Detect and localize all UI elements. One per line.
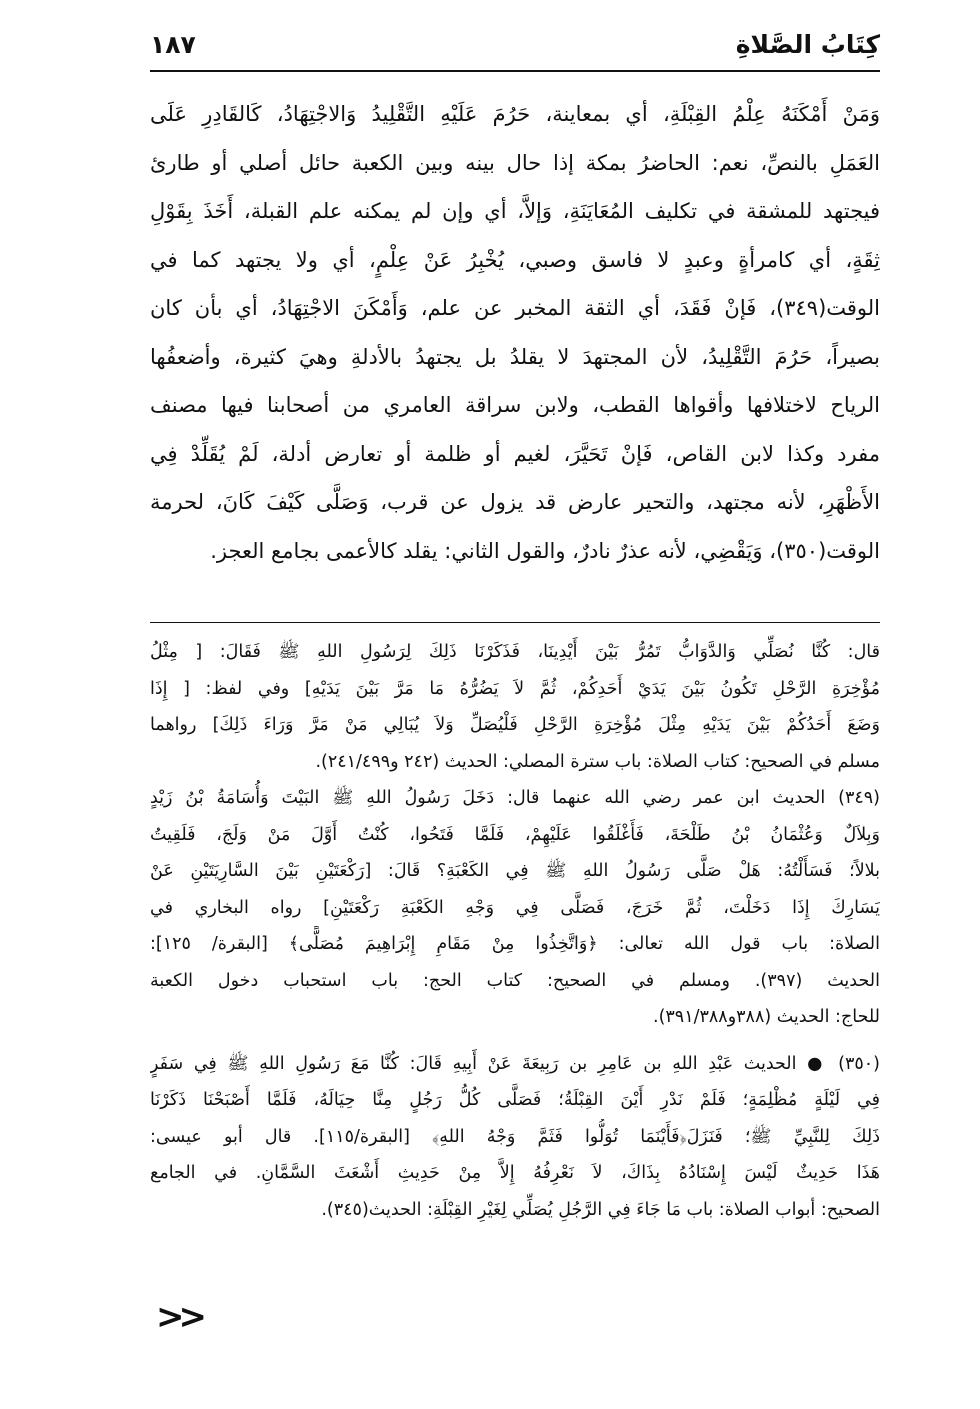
footnote-line: مُؤْخِرَةِ الرَّحْلِ تَكُونُ بَيْنَ يَدَيْ أَحَدِكُمْ، ثُمَّ لاَ يَضُرُّهُ مَا مَرَّ بَيْنَ يَدَيْهِ] وفي لفظ: [ إِذَا (150, 678, 880, 699)
continuation-marker-icon: << (156, 1297, 201, 1337)
main-line: الرياح لاختلافها وأقواها القطب، ولابن سراقة العامري من أصحابنا فيها مصنف (150, 393, 880, 417)
footnote-line: هَذَا حَدِيثٌ لَيْسَ إِسْنَادُهُ بِذَاكَ، لاَ نَعْرِفُهُ إِلاَّ مِنْ حَدِيثِ أَشْعَثَ السَّمَّانِ. في الجامع (150, 1163, 880, 1183)
main-line: الوقت(٣٥٠)، وَيَقْضِي، لأنه عذرٌ نادرٌ، والقول الثاني: يقلد كالأعمى بجامع العجز. (210, 538, 880, 563)
main-line: العَمَلِ بالنصِّ، نعم: الحاضرُ بمكة إذا حال بينه وبين الكعبة حائل أصلي أو طارئ (150, 150, 880, 175)
main-line: وَمَنْ أَمْكَنَهُ عِلْمُ القِبْلَةِ، أي بمعاينة، حَرُمَ عَلَيْهِ التَّقْلِيدُ وَالاجْتِهَادُ، كَالقَادِرِ عَلَى (150, 102, 880, 126)
footnote-line: وَبِلاَلٌ وَعُثْمَانُ بْنُ طَلْحَةَ، فَأَغْلَقُوا عَلَيْهِمْ، فَلَمَّا فَتَحُوا، كُنْتُ أَوَّلَ مَنْ وَلَجَ، فَلَقِيتُ (150, 824, 880, 845)
main-line: مفرد وكذا لابن القاص، فَإنْ تَحَيَّرَ، لغيم أو ظلمة أو تعارض أدلة، لَمْ يُقَلِّدْ فِي (150, 441, 880, 466)
page-header (150, 30, 880, 72)
footnote-divider (150, 622, 880, 623)
page-number: ١٨٧ (150, 30, 196, 59)
footnote-line: (٣٤٩) الحديث ابن عمر رضي الله عنهما قال: دَخَلَ رَسُولُ اللهِ ﷺ البَيْتَ وَأُسَامَةُ بْنُ زَيْدٍ (150, 788, 880, 808)
main-line: بصيراً، حَرُمَ التَّقْلِيدُ، لأن المجتهدَ لا يقلدُ بل يجتهدُ بالأدلةِ وهيَ كثيرة، وأضعفُها (150, 344, 880, 369)
footnote-line: وَضَعَ أَحَدُكُمْ بَيْنَ يَدَيْهِ مِثْلَ مُؤْخِرَةِ الرَّحْلِ فَلْيُصَلِّ وَلاَ يُبَالِي مَنْ مَرَّ وَرَاءَ ذَلِكَ] رواهما (150, 715, 880, 735)
footnote-line: الصحيح: أبواب الصلاة: باب مَا جَاءَ فِي الرَّجُلِ يُصَلِّي لِغَيْرِ القِبْلَةِ: الحديث(٣٤٥). (321, 1199, 880, 1220)
footnote-line: الصلاة: باب قول الله تعالى: ﴿وَاتَّخِذُوا مِنْ مَقَامِ إِبْرَاهِيمَ مُصَلًّى﴾ [البقرة/ ١٢٥]: (150, 934, 880, 954)
footnote-line: ذَلِكَ لِلنَّبِيِّ ﷺ؛ فَنَزَلَ﴿فَأَيْنَمَا تُوَلُّوا فَثَمَّ وَجْهُ اللهِ﴾ [البقرة/١١٥]. قال أبو عيسى: (150, 1126, 880, 1147)
footnote-line: بلالاً؛ فَسَأَلْتُهُ: هَلْ صَلَّى رَسُولُ اللهِ ﷺ فِي الكَعْبَةِ؟ قَالَ: [رَكْعَتَيْنِ بَيْنَ السَّارِيَتَيْنِ عَنْ (150, 861, 880, 881)
main-line: فيجتهد للمشقة في تكليف المُعَايَنَةِ، وَإلاَّ، أي وإن لم يمكنه علم القبلة، أَخَذَ بِقَوْلِ (150, 199, 880, 223)
main-line: الأَظْهَرِ، لأنه مجتهد، والتحير عارض قد يزول عن قرب، وَصَلَّى كَيْفَ كَانَ، لحرمة (150, 490, 880, 514)
footnote-350 (150, 1046, 880, 1229)
footnote-line: قال: كُنَّا نُصَلِّي وَالدَّوَابُّ تَمُرُّ بَيْنَ أَيْدِينَا، فَذَكَرْنَا ذَلِكَ لِرَسُولِ اللهِ ﷺ فَقَالَ: [ مِثْلُ (150, 642, 880, 662)
footnotes (150, 634, 880, 1228)
footnote-349 (150, 780, 880, 1036)
footnote-line: يَسَارِكَ إِذَا دَخَلْتَ، ثُمَّ خَرَجَ، فَصَلَّى فِي وَجْهِ الكَعْبَةِ رَكْعَتَيْنِ] رواه البخاري في (150, 897, 880, 918)
footnote-line: مسلم في الصحيح: كتاب الصلاة: باب سترة المصلي: الحديث (٢٤٢ و٢٤١/٤٩٩). (315, 751, 880, 772)
footnote-line: للحاج: الحديث (٣٨٨و٣٩١/٣٨٨). (653, 1007, 880, 1027)
main-line: ثِقَةٍ، أي كامرأةٍ وعبدٍ لا فاسق وصبي، يُخْبِرُ عَنْ عِلْمٍ، أي ولا يجتهد كما في (150, 247, 880, 272)
footnote-line: الحديث (٣٩٧). ومسلم في الصحيح: كتاب الحج: باب استحباب دخول الكعبة (150, 970, 880, 991)
main-text (150, 90, 880, 575)
footnote-continuation (150, 634, 880, 780)
footnote-line: فِي لَيْلَةٍ مُظْلِمَةٍ؛ فَلَمْ نَدْرِ أَيْنَ القِبْلَةُ؛ فَصَلَّى كُلُّ رَجُلٍ مِنَّا حِيَالَهُ، فَلَمَّا أَصْبَحْنَا ذَكَرْنَا (150, 1090, 880, 1110)
footnote-line: (٣٥٠) ● الحديث عَبْدِ اللهِ بن عَامِرِ بن رَبِيعَةَ عَنْ أَبِيهِ قَالَ: كُنَّا مَعَ رَسُولِ اللهِ ﷺ فِي سَفَرٍ (150, 1053, 880, 1074)
main-line: الوقت(٣٤٩)، فَإنْ فَقَدَ، أي الثقة المخبر عن علم، وَأَمْكَنَ الاجْتِهَادُ، أي بأن كان (150, 296, 880, 320)
chapter-title: كِتَابُ الصَّلاةِ (735, 30, 880, 59)
